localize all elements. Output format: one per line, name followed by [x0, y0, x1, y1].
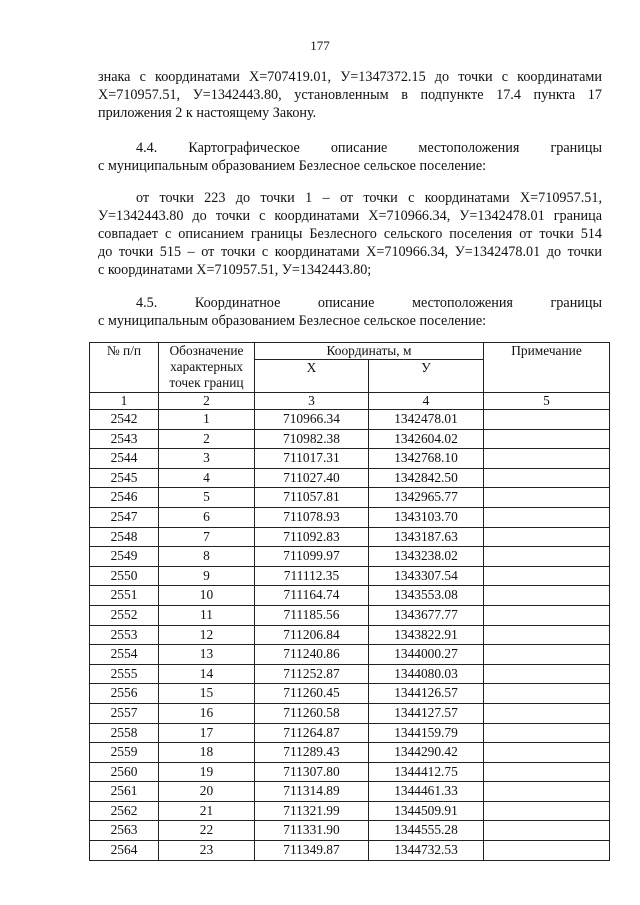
x-coordinate-cell: 711264.87 [255, 723, 369, 743]
description-line: до точки 515 – от точки с координатами Х=710966.34, У=1342478.01 до точки [98, 244, 602, 260]
point-cell: 6 [159, 507, 255, 527]
intro-paragraph [98, 68, 602, 122]
note-cell [484, 782, 610, 802]
note-cell [484, 410, 610, 430]
point-cell: 13 [159, 645, 255, 665]
row-number-cell: 2555 [90, 664, 159, 684]
section-line: с муниципальным образованием Безлесное сельское поселение: [98, 313, 487, 329]
boundary-description [98, 189, 602, 279]
point-cell: 8 [159, 547, 255, 567]
x-coordinate-cell: 711164.74 [255, 586, 369, 606]
point-cell: 2 [159, 429, 255, 449]
row-number-cell: 2542 [90, 410, 159, 430]
table-row [90, 801, 610, 821]
table-row [90, 605, 610, 625]
note-cell [484, 468, 610, 488]
row-number-cell: 2553 [90, 625, 159, 645]
table-row [90, 664, 610, 684]
note-cell [484, 801, 610, 821]
header-designation: Обозначение характерных точек границ [159, 343, 255, 393]
point-cell: 16 [159, 703, 255, 723]
x-coordinate-cell: 711260.58 [255, 703, 369, 723]
description-line: совпадает с описанием границы Безлесного сельского поселения от точки 514 [98, 226, 602, 242]
note-cell [484, 566, 610, 586]
y-coordinate-cell: 1344412.75 [369, 762, 484, 782]
y-coordinate-cell: 1344126.57 [369, 684, 484, 704]
y-coordinate-cell: 1343553.08 [369, 586, 484, 606]
coordinates-table [89, 342, 610, 861]
row-number-cell: 2554 [90, 645, 159, 665]
point-cell: 20 [159, 782, 255, 802]
point-cell: 1 [159, 410, 255, 430]
intro-line: Х=710957.51, У=1342443.80, установленным в подпункте 17.4 пункта 17 [98, 87, 602, 103]
table-row [90, 566, 610, 586]
point-cell: 4 [159, 468, 255, 488]
row-number-cell: 2548 [90, 527, 159, 547]
table-row [90, 449, 610, 469]
point-cell: 14 [159, 664, 255, 684]
y-coordinate-cell: 1342965.77 [369, 488, 484, 508]
y-coordinate-cell: 1344555.28 [369, 821, 484, 841]
y-coordinate-cell: 1344461.33 [369, 782, 484, 802]
y-coordinate-cell: 1343307.54 [369, 566, 484, 586]
row-number-cell: 2551 [90, 586, 159, 606]
note-cell [484, 625, 610, 645]
intro-line: приложения 2 к настоящему Закону. [98, 105, 317, 121]
point-cell: 18 [159, 743, 255, 763]
header-number: № п/п [90, 343, 159, 393]
table-row [90, 762, 610, 782]
row-number-cell: 2564 [90, 841, 159, 861]
y-coordinate-cell: 1344509.91 [369, 801, 484, 821]
table-row [90, 429, 610, 449]
section-line: с муниципальным образованием Безлесное сельское поселение: [98, 158, 487, 174]
x-coordinate-cell: 711092.83 [255, 527, 369, 547]
row-number-cell: 2557 [90, 703, 159, 723]
y-coordinate-cell: 1342768.10 [369, 449, 484, 469]
point-cell: 10 [159, 586, 255, 606]
row-number-cell: 2544 [90, 449, 159, 469]
table-row [90, 723, 610, 743]
row-number-cell: 2556 [90, 684, 159, 704]
note-cell [484, 723, 610, 743]
point-cell: 21 [159, 801, 255, 821]
point-cell: 22 [159, 821, 255, 841]
note-cell [484, 841, 610, 861]
description-line: У=1342443.80 до точки с координатами Х=710966.34, У=1342478.01 граница [98, 208, 602, 224]
y-coordinate-cell: 1344732.53 [369, 841, 484, 861]
table-row [90, 703, 610, 723]
note-cell [484, 743, 610, 763]
y-coordinate-cell: 1342478.01 [369, 410, 484, 430]
x-coordinate-cell: 711206.84 [255, 625, 369, 645]
table-row [90, 782, 610, 802]
page-number: 177 [310, 38, 330, 53]
row-number-cell: 2562 [90, 801, 159, 821]
note-cell [484, 488, 610, 508]
description-line: с координатами Х=710957.51, У=1342443.80; [98, 262, 372, 278]
note-cell [484, 684, 610, 704]
x-coordinate-cell: 711289.43 [255, 743, 369, 763]
header-coordinates: Координаты, м [255, 343, 484, 360]
y-coordinate-cell: 1342604.02 [369, 429, 484, 449]
x-coordinate-cell: 711099.97 [255, 547, 369, 567]
table-row [90, 645, 610, 665]
note-cell [484, 605, 610, 625]
row-number-cell: 2546 [90, 488, 159, 508]
y-coordinate-cell: 1344159.79 [369, 723, 484, 743]
point-cell: 12 [159, 625, 255, 645]
y-coordinate-cell: 1343238.02 [369, 547, 484, 567]
table-row [90, 488, 610, 508]
row-number-cell: 2552 [90, 605, 159, 625]
x-coordinate-cell: 711057.81 [255, 488, 369, 508]
x-coordinate-cell: 711078.93 [255, 507, 369, 527]
column-number: 3 [255, 393, 369, 410]
row-number-cell: 2550 [90, 566, 159, 586]
y-coordinate-cell: 1343103.70 [369, 507, 484, 527]
table-row [90, 743, 610, 763]
row-number-cell: 2563 [90, 821, 159, 841]
note-cell [484, 703, 610, 723]
note-cell [484, 664, 610, 684]
x-coordinate-cell: 711307.80 [255, 762, 369, 782]
table-row [90, 527, 610, 547]
y-coordinate-cell: 1343187.63 [369, 527, 484, 547]
table-row [90, 547, 610, 567]
y-coordinate-cell: 1343822.91 [369, 625, 484, 645]
table-body [90, 410, 610, 861]
section-line: 4.5. Координатное описание местоположения границы [136, 295, 602, 311]
column-number: 1 [90, 393, 159, 410]
x-coordinate-cell: 711017.31 [255, 449, 369, 469]
table-row [90, 410, 610, 430]
y-coordinate-cell: 1344290.42 [369, 743, 484, 763]
note-cell [484, 645, 610, 665]
header-x: Х [255, 360, 369, 393]
row-number-cell: 2561 [90, 782, 159, 802]
point-cell: 9 [159, 566, 255, 586]
column-number: 4 [369, 393, 484, 410]
x-coordinate-cell: 710966.34 [255, 410, 369, 430]
table-row [90, 821, 610, 841]
row-number-cell: 2545 [90, 468, 159, 488]
x-coordinate-cell: 710982.38 [255, 429, 369, 449]
y-coordinate-cell: 1342842.50 [369, 468, 484, 488]
note-cell [484, 586, 610, 606]
x-coordinate-cell: 711252.87 [255, 664, 369, 684]
row-number-cell: 2559 [90, 743, 159, 763]
note-cell [484, 429, 610, 449]
header-note: Примечание [484, 343, 610, 393]
y-coordinate-cell: 1344127.57 [369, 703, 484, 723]
x-coordinate-cell: 711260.45 [255, 684, 369, 704]
note-cell [484, 821, 610, 841]
x-coordinate-cell: 711027.40 [255, 468, 369, 488]
note-cell [484, 507, 610, 527]
row-number-cell: 2558 [90, 723, 159, 743]
y-coordinate-cell: 1343677.77 [369, 605, 484, 625]
y-coordinate-cell: 1344080.03 [369, 664, 484, 684]
y-coordinate-cell: 1344000.27 [369, 645, 484, 665]
x-coordinate-cell: 711349.87 [255, 841, 369, 861]
note-cell [484, 527, 610, 547]
point-cell: 3 [159, 449, 255, 469]
point-cell: 19 [159, 762, 255, 782]
column-number: 5 [484, 393, 610, 410]
x-coordinate-cell: 711112.35 [255, 566, 369, 586]
table-row [90, 468, 610, 488]
table-row [90, 586, 610, 606]
x-coordinate-cell: 711185.56 [255, 605, 369, 625]
row-number-cell: 2543 [90, 429, 159, 449]
point-cell: 5 [159, 488, 255, 508]
note-cell [484, 449, 610, 469]
table-row [90, 625, 610, 645]
point-cell: 23 [159, 841, 255, 861]
x-coordinate-cell: 711240.86 [255, 645, 369, 665]
column-number: 2 [159, 393, 255, 410]
point-cell: 17 [159, 723, 255, 743]
section-line: 4.4. Картографическое описание местоположения границы [136, 140, 602, 156]
note-cell [484, 762, 610, 782]
x-coordinate-cell: 711331.90 [255, 821, 369, 841]
row-number-cell: 2560 [90, 762, 159, 782]
row-number-cell: 2549 [90, 547, 159, 567]
point-cell: 7 [159, 527, 255, 547]
x-coordinate-cell: 711314.89 [255, 782, 369, 802]
note-cell [484, 547, 610, 567]
point-cell: 11 [159, 605, 255, 625]
row-number-cell: 2547 [90, 507, 159, 527]
x-coordinate-cell: 711321.99 [255, 801, 369, 821]
section-4-4-heading [98, 139, 602, 175]
header-y: У [369, 360, 484, 393]
description-line: от точки 223 до точки 1 – от точки с координатами Х=710957.51, [136, 190, 602, 206]
table-row [90, 684, 610, 704]
point-cell: 15 [159, 684, 255, 704]
section-4-5-heading [98, 294, 602, 330]
table-row [90, 841, 610, 861]
intro-line: знака с координатами Х=707419.01, У=1347372.15 до точки с координатами [98, 69, 602, 85]
table-row [90, 507, 610, 527]
